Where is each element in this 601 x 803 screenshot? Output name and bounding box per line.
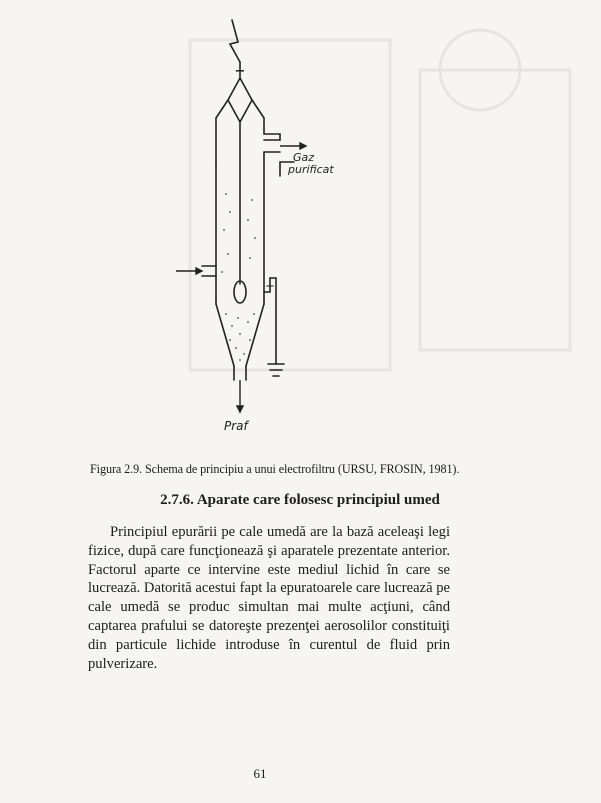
dust-label: Praf	[224, 419, 248, 433]
section-heading: 2.7.6. Aparate care folosesc principiul umed	[160, 492, 440, 508]
plus-sign: +	[264, 279, 276, 293]
page-number: 61	[253, 766, 267, 781]
electrofilter-diagram	[160, 14, 360, 434]
minus-sign: −	[234, 64, 246, 79]
insulator-diamond	[228, 78, 252, 122]
dust-particles	[221, 193, 256, 361]
gas-label-line1: Gaz	[293, 151, 315, 164]
body-paragraph: Principiul epurării pe cale umedă are la bază aceleaşi legi fizice, după care funcţionează şi aparatele prezentate anterior. Factorul aparte ce intervine este mediul lichid în care se lucrează. Datorită acestui fapt la epuratoarele care lucrează pe cale umedă se produc simultan mai multe acţiuni, când captarea prafului se datoreşte prezenţei aerosolilor constituiţi din particule lichide introduse în curentul de fluid prin pulverizare.	[88, 524, 450, 672]
figure-caption: Figura 2.9. Schema de principiu a unui electrofiltru (URSU, FROSIN, 1981).	[90, 462, 460, 476]
gas-label-line2: purificat	[288, 163, 334, 176]
high-voltage-bolt-icon	[230, 20, 240, 62]
flow-arrows	[176, 143, 306, 412]
